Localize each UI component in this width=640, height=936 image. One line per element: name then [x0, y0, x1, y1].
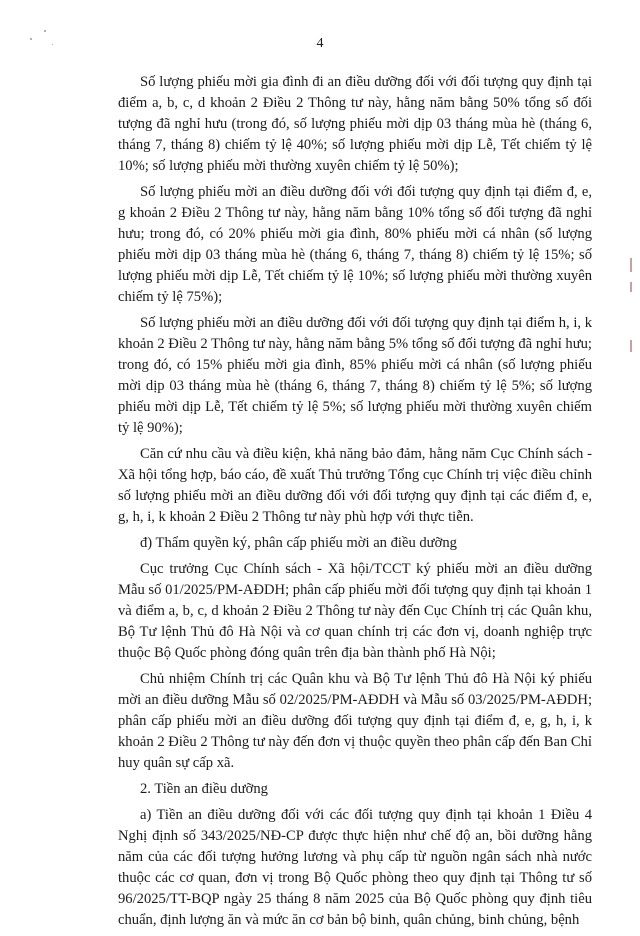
paragraph: Cục trưởng Cục Chính sách - Xã hội/TCCT ký phiếu mời an điều dưỡng Mẫu số 01/2025/PM-AĐDH; phân cấp phiếu mời đối tượng quy định tại khoản 1 và điểm a, b, c, d khoản 2 Điều 2 Thông tư này đến Cục Chính trị các Quân khu, Bộ Tư lệnh Thủ đô Hà Nội và cơ quan chính trị các đơn vị, doanh nghiệp trực thuộc Bộ Quốc phòng đóng quân trên địa bàn thành phố Hà Nội; — [118, 561, 592, 661]
section-heading: 2. Tiền an điều dưỡng — [140, 781, 268, 797]
paragraph: Số lượng phiếu mời an điều dưỡng đối với đối tượng quy định tại điểm h, i, k khoản 2 Điều 2 Thông tư này, hằng năm bằng 5% tổng số đối tượng đã nghỉ hưu; trong đó, có 15% phiếu mời gia đình, 85% phiếu mời cá nhân (số lượng phiếu mời dịp 03 tháng mùa hè (tháng 6, tháng 7, tháng 8) chiếm tỷ lệ 5%; số lượng phiếu mời dịp Lễ, Tết chiếm tỷ lệ 5%; số lượng phiếu mời thường xuyên chiếm tỷ lệ 90%); — [118, 315, 592, 436]
page-number: 4 — [316, 36, 324, 51]
paragraph: Chủ nhiệm Chính trị các Quân khu và Bộ Tư lệnh Thủ đô Hà Nội ký phiếu mời an điều dưỡng Mẫu số 02/2025/PM-AĐDH và Mẫu số 03/2025/PM-AĐDH; phân cấp phiếu mời an điều dưỡng đối tượng quy định tại điểm đ, e, g, h, i, k khoản 2 Điều 2 Thông tư này đến đơn vị thuộc quyền theo phân cấp đến Ban Chỉ huy quân sự cấp xã. — [118, 671, 592, 771]
margin-mark — [630, 258, 632, 272]
sub-heading: đ) Thẩm quyền ký, phân cấp phiếu mời an điều dưỡng — [140, 535, 457, 551]
margin-mark — [630, 282, 632, 292]
paragraph: Căn cứ nhu cầu và điều kiện, khả năng bảo đảm, hằng năm Cục Chính sách - Xã hội tổng hợp, báo cáo, đề xuất Thủ trưởng Tổng cục Chính trị việc điều chỉnh số lượng phiếu mời an điều dưỡng đối với đối tượng quy định tại các điểm đ, e, g, h, i, k khoản 2 Điều 2 Thông tư này phù hợp với thực tiễn. — [118, 446, 592, 525]
paragraph: Số lượng phiếu mời gia đình đi an điều dưỡng đối với đối tượng quy định tại điểm a, b, c, d khoản 2 Điều 2 Thông tư này, hằng năm bằng 50% tổng số đối tượng đã nghỉ hưu (trong đó, số lượng phiếu mời dịp 03 tháng mùa hè (tháng 6, tháng 7, tháng 8) chiếm tỷ lệ 40%; số lượng phiếu mời dịp Lễ, Tết chiếm tỷ lệ 10%; số lượng phiếu mời thường xuyên chiếm tỷ lệ 50%); — [118, 74, 592, 174]
paragraph: Số lượng phiếu mời an điều dưỡng đối với đối tượng quy định tại điểm đ, e, g khoản 2 Điều 2 Thông tư này, hằng năm bằng 10% tổng số đối tượng đã nghỉ hưu; trong đó, có 20% phiếu mời gia đình, 80% phiếu mời cá nhân (số lượng phiếu mời dịp 03 tháng mùa hè (tháng 6, tháng 7, tháng 8) chiếm tỷ lệ 15%; số lượng phiếu mời dịp Lễ, Tết chiếm tỷ lệ 10%; số lượng phiếu mời thường xuyên chiếm tỷ lệ 75%); — [118, 184, 592, 305]
scan-speck — [44, 30, 46, 32]
paragraph: a) Tiền an điều dưỡng đối với các đối tượng quy định tại khoản 1 Điều 4 Nghị định số 343/2025/NĐ-CP được thực hiện như chế độ an, bồi dưỡng hằng năm của các đối tượng hưởng lương và phụ cấp từ nguồn ngân sách nhà nước thuộc các cơ quan, đơn vị trong Bộ Quốc phòng theo quy định tại Thông tư số 96/2025/TT-BQP ngày 25 tháng 8 năm 2025 của Bộ Quốc phòng quy định tiêu chuẩn, định lượng ăn và mức ăn cơ bản bộ binh, quân chủng, binh chủng, bệnh — [118, 807, 592, 928]
document-body — [118, 72, 592, 936]
margin-mark — [630, 340, 632, 352]
